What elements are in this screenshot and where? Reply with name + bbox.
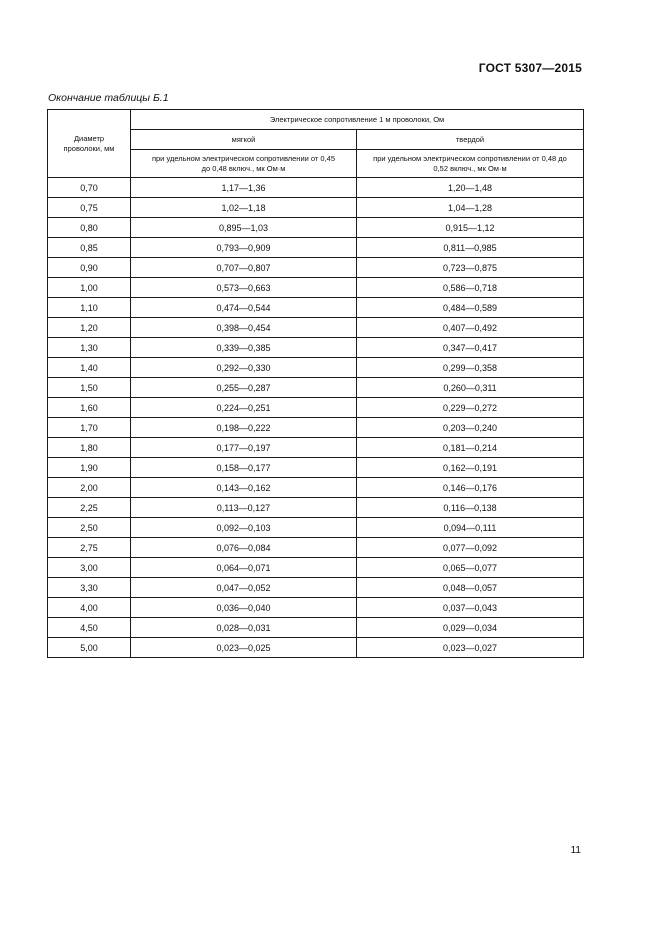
- table-row: [48, 638, 584, 658]
- column-header-soft: мягкой: [131, 130, 357, 150]
- cell-diameter: 1,40: [48, 358, 131, 378]
- cell-diameter: 0,80: [48, 218, 131, 238]
- page-number: 11: [570, 845, 581, 856]
- cell-diameter: 3,30: [48, 578, 131, 598]
- cell-soft-resistance: 0,793—0,909: [131, 238, 357, 258]
- cell-soft-resistance: 0,047—0,052: [131, 578, 357, 598]
- cell-hard-resistance: 0,299—0,358: [357, 358, 584, 378]
- table-row: [48, 558, 584, 578]
- cell-hard-resistance: 0,029—0,034: [357, 618, 584, 638]
- cell-hard-resistance: 1,04—1,28: [357, 198, 584, 218]
- cell-soft-resistance: 0,158—0,177: [131, 458, 357, 478]
- cell-soft-resistance: 0,292—0,330: [131, 358, 357, 378]
- table-row: [48, 478, 584, 498]
- cell-hard-resistance: 0,484—0,589: [357, 298, 584, 318]
- cell-soft-resistance: 1,02—1,18: [131, 198, 357, 218]
- cell-soft-resistance: 0,092—0,103: [131, 518, 357, 538]
- cell-soft-resistance: 1,17—1,36: [131, 178, 357, 198]
- cell-soft-resistance: 0,198—0,222: [131, 418, 357, 438]
- cell-diameter: 4,50: [48, 618, 131, 638]
- table-row: [48, 538, 584, 558]
- cell-diameter: 4,00: [48, 598, 131, 618]
- table-row: [48, 438, 584, 458]
- cell-hard-resistance: 0,037—0,043: [357, 598, 584, 618]
- column-subheader-hard: при удельном электрическом сопротивлении от 0,48 до 0,52 включ., мк Ом·м: [357, 150, 584, 178]
- cell-soft-resistance: 0,023—0,025: [131, 638, 357, 658]
- cell-soft-resistance: 0,398—0,454: [131, 318, 357, 338]
- table-row: [48, 578, 584, 598]
- table-row: [48, 278, 584, 298]
- cell-soft-resistance: 0,573—0,663: [131, 278, 357, 298]
- document-code: ГОСТ 5307—2015: [478, 61, 582, 75]
- cell-soft-resistance: 0,076—0,084: [131, 538, 357, 558]
- table-row: [48, 518, 584, 538]
- table-row: [48, 238, 584, 258]
- cell-hard-resistance: 0,586—0,718: [357, 278, 584, 298]
- cell-hard-resistance: 0,116—0,138: [357, 498, 584, 518]
- column-header-resistance: Электрическое сопротивление 1 м проволоки, Ом: [131, 110, 584, 130]
- cell-soft-resistance: 0,255—0,287: [131, 378, 357, 398]
- cell-soft-resistance: 0,028—0,031: [131, 618, 357, 638]
- cell-hard-resistance: 0,048—0,057: [357, 578, 584, 598]
- cell-soft-resistance: 0,036—0,040: [131, 598, 357, 618]
- table-row: [48, 298, 584, 318]
- cell-soft-resistance: 0,143—0,162: [131, 478, 357, 498]
- resistance-table: [47, 109, 584, 658]
- cell-hard-resistance: 0,146—0,176: [357, 478, 584, 498]
- table-row: [48, 618, 584, 638]
- cell-soft-resistance: 0,177—0,197: [131, 438, 357, 458]
- cell-diameter: 0,90: [48, 258, 131, 278]
- table-row: [48, 178, 584, 198]
- cell-diameter: 1,90: [48, 458, 131, 478]
- cell-hard-resistance: 0,811—0,985: [357, 238, 584, 258]
- cell-diameter: 2,75: [48, 538, 131, 558]
- cell-diameter: 1,80: [48, 438, 131, 458]
- cell-soft-resistance: 0,339—0,385: [131, 338, 357, 358]
- cell-hard-resistance: 0,203—0,240: [357, 418, 584, 438]
- table-row: [48, 258, 584, 278]
- table-row: [48, 498, 584, 518]
- cell-diameter: 1,00: [48, 278, 131, 298]
- column-subheader-soft: при удельном электрическом сопротивлении от 0,45 до 0,48 включ., мк Ом·м: [131, 150, 357, 178]
- column-header-hard: твердой: [357, 130, 584, 150]
- cell-diameter: 1,50: [48, 378, 131, 398]
- cell-hard-resistance: 0,065—0,077: [357, 558, 584, 578]
- cell-diameter: 0,85: [48, 238, 131, 258]
- cell-soft-resistance: 0,113—0,127: [131, 498, 357, 518]
- cell-diameter: 0,75: [48, 198, 131, 218]
- table-row: [48, 418, 584, 438]
- table-row: [48, 318, 584, 338]
- cell-hard-resistance: 0,407—0,492: [357, 318, 584, 338]
- cell-diameter: 1,10: [48, 298, 131, 318]
- cell-diameter: 1,30: [48, 338, 131, 358]
- cell-hard-resistance: 0,723—0,875: [357, 258, 584, 278]
- cell-diameter: 0,70: [48, 178, 131, 198]
- cell-hard-resistance: 0,094—0,111: [357, 518, 584, 538]
- cell-hard-resistance: 0,023—0,027: [357, 638, 584, 658]
- cell-soft-resistance: 0,895—1,03: [131, 218, 357, 238]
- cell-hard-resistance: 0,347—0,417: [357, 338, 584, 358]
- cell-hard-resistance: 0,260—0,311: [357, 378, 584, 398]
- table-row: [48, 398, 584, 418]
- cell-hard-resistance: 0,181—0,214: [357, 438, 584, 458]
- table-row: [48, 378, 584, 398]
- cell-soft-resistance: 0,474—0,544: [131, 298, 357, 318]
- table-row: [48, 338, 584, 358]
- cell-diameter: 1,60: [48, 398, 131, 418]
- cell-hard-resistance: 0,915—1,12: [357, 218, 584, 238]
- cell-diameter: 2,25: [48, 498, 131, 518]
- cell-hard-resistance: 0,229—0,272: [357, 398, 584, 418]
- table-row: [48, 598, 584, 618]
- table-row: [48, 198, 584, 218]
- table-row: [48, 358, 584, 378]
- cell-diameter: 3,00: [48, 558, 131, 578]
- cell-hard-resistance: 0,162—0,191: [357, 458, 584, 478]
- cell-diameter: 1,70: [48, 418, 131, 438]
- cell-diameter: 1,20: [48, 318, 131, 338]
- table-row: [48, 458, 584, 478]
- cell-hard-resistance: 1,20—1,48: [357, 178, 584, 198]
- cell-diameter: 2,00: [48, 478, 131, 498]
- cell-soft-resistance: 0,064—0,071: [131, 558, 357, 578]
- cell-diameter: 5,00: [48, 638, 131, 658]
- cell-diameter: 2,50: [48, 518, 131, 538]
- cell-hard-resistance: 0,077—0,092: [357, 538, 584, 558]
- table-caption: Окончание таблицы Б.1: [48, 92, 169, 104]
- table-row: [48, 218, 584, 238]
- cell-soft-resistance: 0,707—0,807: [131, 258, 357, 278]
- column-header-diameter: Диаметр проволоки, мм: [48, 110, 131, 178]
- cell-soft-resistance: 0,224—0,251: [131, 398, 357, 418]
- table-header-row: [48, 110, 584, 130]
